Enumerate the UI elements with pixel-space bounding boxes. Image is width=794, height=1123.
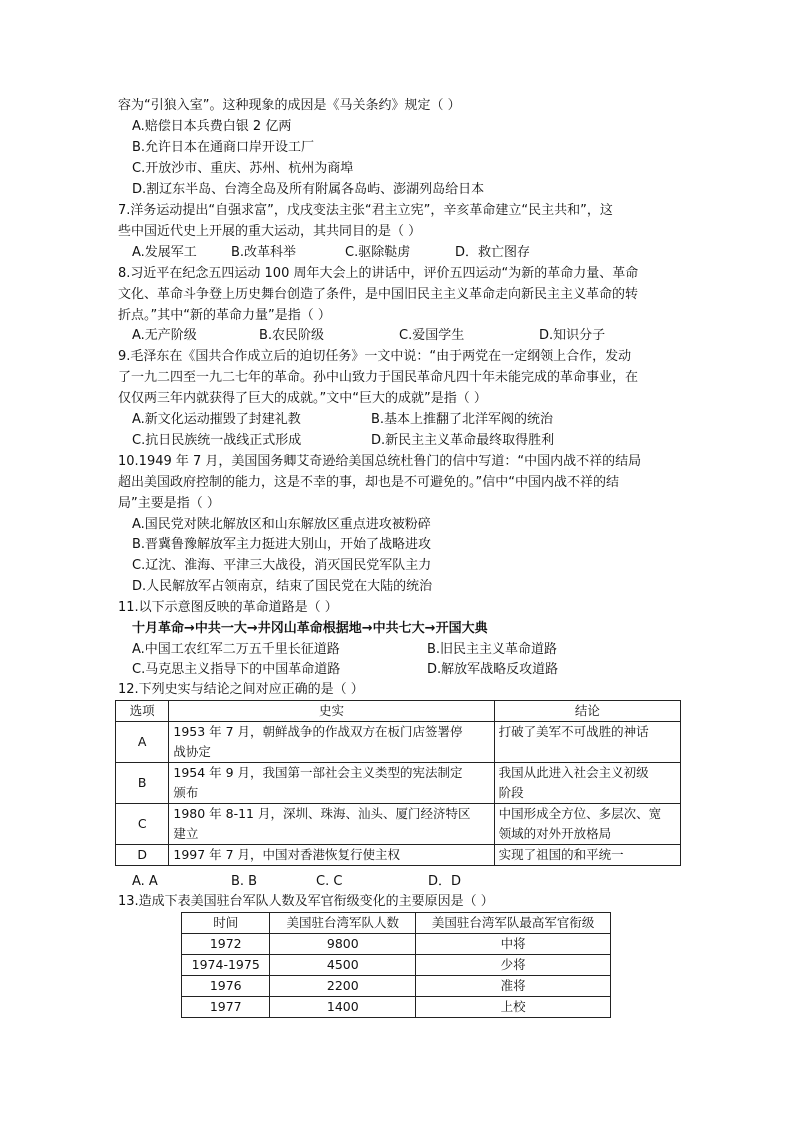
conclusion-line: 打破了美军不可战胜的神话 [498, 724, 649, 739]
q6-option-a: A.赔偿日本兵费白银 2 亿两 [132, 119, 292, 134]
table-row [116, 804, 681, 845]
row-fact [169, 804, 494, 845]
cell-troops: 1400 [270, 997, 416, 1018]
fact-line: 颁布 [173, 785, 199, 800]
row-option: C [116, 804, 169, 845]
q12-table [115, 700, 681, 866]
row-option: A [116, 722, 169, 763]
q7-stem-line2: 些中国近代史上开展的重大运动，其共同目的是（ ） [118, 224, 422, 239]
cell-rank: 中将 [416, 934, 611, 955]
cell-time: 1976 [182, 976, 270, 997]
q8-stem-line1: 8.习近平在纪念五四运动 100 周年大会上的讲话中，评价五四运动“为新的革命力量、革命 [118, 266, 639, 281]
q13-stem: 13.造成下表美国驻台军队人数及军官衔级变化的主要原因是（ ） [118, 894, 494, 909]
q9-option-b: B.基本上推翻了北洋军阀的统治 [371, 412, 554, 427]
q9-option-d: D.新民主主义革命最终取得胜利 [371, 433, 555, 448]
q11-diagram: 十月革命→中共一大→井冈山革命根据地→中共七大→开国大典 [132, 621, 488, 636]
q9-option-c: C.抗日民族统一战线正式形成 [132, 433, 302, 448]
q9-stem-line1: 9.毛泽东在《国共合作成立后的迫切任务》一文中说：“由于两党在一定纲领上合作，发动 [118, 349, 632, 364]
q8-option-b: B.农民阶级 [259, 328, 325, 343]
conclusion-line: 我国从此进入社会主义初级 [498, 765, 649, 780]
fact-line: 建立 [173, 826, 199, 841]
q11-option-d: D.解放军战略反攻道路 [427, 662, 559, 677]
fact-line: 1953 年 7 月，朝鲜战争的作战双方在板门店签署停 [173, 724, 463, 739]
q9-stem-line3: 仅仅两三年内就获得了巨大的成就。”文中“巨大的成就”是指（ ） [118, 391, 487, 406]
q10-stem-line2: 超出美国政府控制的能力，这是不幸的事，却也是不可避免的。”信中“中国内战不祥的结 [118, 475, 619, 490]
q11-option-b: B.旧民主主义革命道路 [427, 642, 558, 657]
q6-option-c: C.开放沙市、重庆、苏州、杭州为商埠 [132, 161, 354, 176]
row-conclusion: 实现了祖国的和平统一 [494, 845, 680, 866]
q11-option-c: C.马克思主义指导下的中国革命道路 [132, 662, 341, 677]
cell-rank: 少将 [416, 955, 611, 976]
cell-time: 1977 [182, 997, 270, 1018]
q6-stem: 容为“引狼入室”。这种现象的成因是《马关条约》规定（ ） [118, 98, 461, 113]
q10-option-a: A.国民党对陕北解放区和山东解放区重点进攻被粉碎 [132, 517, 431, 532]
cell-troops: 2200 [270, 976, 416, 997]
row-fact: 1997 年 7 月，中国对香港恢复行使主权 [169, 845, 494, 866]
q9-stem-line2: 了一九二四至一九二七年的革命。孙中山致力于国民革命凡四十年未能完成的革命事业，在 [118, 370, 639, 385]
conclusion-line: 领域的对外开放格局 [498, 826, 612, 841]
row-option: B [116, 763, 169, 804]
cell-rank: 准将 [416, 976, 611, 997]
q10-stem-line1: 10.1949 年 7 月，美国国务卿艾奇逊给美国总统杜鲁门的信中写道：“中国内战不祥的结局 [118, 454, 642, 469]
q7-option-c: C.驱除鞑虏 [345, 245, 411, 260]
cell-rank: 上校 [416, 997, 611, 1018]
q7-stem-line1: 7.洋务运动提出“自强求富”，戊戌变法主张“君主立宪”，辛亥革命建立“民主共和”，这 [118, 203, 613, 218]
row-conclusion [494, 804, 680, 845]
q7-option-b: B.改革科举 [231, 245, 297, 260]
row-conclusion [494, 763, 680, 804]
conclusion-line: 中国形成全方位、多层次、宽 [498, 806, 662, 821]
table-row [182, 997, 611, 1018]
table-header-row [116, 701, 681, 722]
q10-option-d: D.人民解放军占领南京，结束了国民党在大陆的统治 [132, 579, 433, 594]
table-row [116, 763, 681, 804]
q13-table [181, 912, 611, 1018]
q7-option-d: D．救亡图存 [455, 245, 531, 260]
q12-answer-d: D．D [428, 874, 462, 889]
cell-time: 1972 [182, 934, 270, 955]
q8-option-d: D.知识分子 [539, 328, 606, 343]
header-troops: 美国驻台湾军队人数 [270, 913, 416, 934]
header-rank: 美国驻台湾军队最高军官衔级 [416, 913, 611, 934]
q8-option-c: C.爱国学生 [399, 328, 465, 343]
q12-answer-b: B. B [231, 874, 258, 889]
header-option: 选项 [116, 701, 169, 722]
table-row [182, 934, 611, 955]
q11-option-a: A.中国工农红军二万五千里长征道路 [132, 642, 340, 657]
table-header-row [182, 913, 611, 934]
header-conclusion: 结论 [494, 701, 680, 722]
row-fact [169, 722, 494, 763]
cell-troops: 9800 [270, 934, 416, 955]
q9-option-a: A.新文化运动摧毁了封建礼教 [132, 412, 301, 427]
table-row [182, 955, 611, 976]
q11-stem: 11.以下示意图反映的革命道路是（ ） [118, 600, 338, 615]
q8-stem-line3: 折点。”其中“新的革命力量”是指（ ） [118, 308, 331, 323]
q8-option-a: A.无产阶级 [132, 328, 197, 343]
q12-answer-c: C. C [316, 874, 343, 889]
fact-line: 战协定 [173, 744, 211, 759]
header-time: 时间 [182, 913, 270, 934]
q8-stem-line2: 文化、革命斗争登上历史舞台创造了条件，是中国旧民主主义革命走向新民主主义革命的转 [118, 287, 639, 302]
fact-line: 1980 年 8-11 月，深圳、珠海、汕头、厦门经济特区 [173, 806, 471, 821]
q7-option-a: A.发展军工 [132, 245, 197, 260]
fact-line: 1954 年 9 月，我国第一部社会主义类型的宪法制定 [173, 765, 463, 780]
row-conclusion [494, 722, 680, 763]
q6-option-b: B.允许日本在通商口岸开设工厂 [132, 140, 315, 155]
q10-option-c: C.辽沈、淮海、平津三大战役，消灭国民党军队主力 [132, 558, 432, 573]
row-option: D [116, 845, 169, 866]
table-row [116, 845, 681, 866]
q12-answer-a: A. A [132, 874, 158, 889]
q12-stem: 12.下列史实与结论之间对应正确的是（ ） [118, 682, 364, 697]
header-fact: 史实 [169, 701, 494, 722]
q10-option-b: B.晋冀鲁豫解放军主力挺进大别山，开始了战略进攻 [132, 537, 432, 552]
cell-time: 1974-1975 [182, 955, 270, 976]
table-row [182, 976, 611, 997]
q6-option-d: D.割辽东半岛、台湾全岛及所有附属各岛屿、澎湖列岛给日本 [132, 182, 485, 197]
conclusion-line: 阶段 [498, 785, 524, 800]
cell-troops: 4500 [270, 955, 416, 976]
table-row [116, 722, 681, 763]
row-fact [169, 763, 494, 804]
q10-stem-line3: 局”主要是指（ ） [118, 496, 220, 511]
